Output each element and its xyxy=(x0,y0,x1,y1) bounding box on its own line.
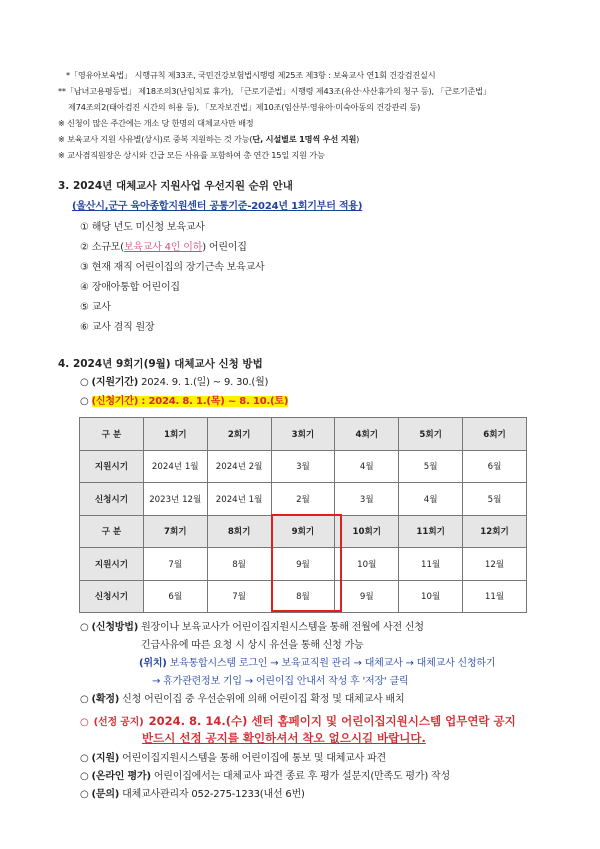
table-cell: 4월 xyxy=(399,483,463,516)
current-round-highlight-box xyxy=(271,514,342,612)
table-cell: 7회기 xyxy=(143,515,207,548)
table-cell: 10회기 xyxy=(335,515,399,548)
table-cell: 6회기 xyxy=(463,418,527,451)
table-cell: 10월 xyxy=(399,580,463,613)
table-cell: 8월 xyxy=(207,548,271,581)
table-cell: 4회기 xyxy=(335,418,399,451)
system-location-cont: → 휴가관련정보 기입 → 어린이집 안내서 작성 후 '저장' 클릭 xyxy=(152,676,409,687)
footnote-leave-cont: 제74조의2(태아검진 시간의 허용 등), 「모자보건법」제10조(임산부·영유아·미숙아동의 건강관리 등) xyxy=(68,102,421,112)
table-cell: 4월 xyxy=(335,450,399,483)
priority-item-1: ① 해당 년도 미신청 보육교사 xyxy=(80,222,205,233)
section3-subtitle: (울산시,군구 육아종합지원센터 공통기준-2024년 1회기부터 적용) xyxy=(72,201,363,212)
table-cell: 9회기 xyxy=(271,515,335,548)
table-cell: 12회기 xyxy=(463,515,527,548)
support-period: ○ (지원기간) 2024. 9. 1.(일) ~ 9. 30.(월) xyxy=(80,377,269,388)
table-row xyxy=(80,418,527,451)
table-cell: 2024년 1월 xyxy=(143,450,207,483)
table-cell: 2024년 1월 xyxy=(207,483,271,516)
apply-method: ○ (신청방법) 원장이나 보육교사가 어린이집지원시스템을 통해 전월에 사전 신청 xyxy=(80,622,424,633)
table-cell: 2회기 xyxy=(207,418,271,451)
table-cell: 6월 xyxy=(143,580,207,613)
priority-item-3: ③ 현재 재직 어린이집의 장기근속 보육교사 xyxy=(80,262,265,273)
note-weekly-limit: ※ 신청이 많은 주간에는 개소 당 한명의 대체교사만 배정 xyxy=(58,118,254,128)
table-cell: 10월 xyxy=(335,548,399,581)
online-evaluation: ○ (온라인 평가) 어린이집에서는 대체교사 파견 종료 후 평가 설문지(만족도 평가) 작성 xyxy=(80,771,450,782)
table-cell: 8회기 xyxy=(207,515,271,548)
table-cell: 5월 xyxy=(463,483,527,516)
table-cell: 3월 xyxy=(271,450,335,483)
apply-method-urgent: 긴급사유에 따른 요청 시 상시 유선을 통해 신청 가능 xyxy=(141,640,364,651)
table-cell: 12월 xyxy=(463,548,527,581)
confirmation: ○ (확정) 신청 어린이집 중 우선순위에 의해 어린이집 확정 및 대체교사 배치 xyxy=(80,694,405,705)
section3-title: 3. 2024년 대체교사 지원사업 우선지원 순위 안내 xyxy=(58,180,293,192)
table-cell: 5회기 xyxy=(399,418,463,451)
priority-item-6: ⑥ 교사 겸직 원장 xyxy=(80,322,155,333)
table-row xyxy=(80,450,527,483)
table-cell: 7월 xyxy=(143,548,207,581)
table-cell: 지원시기 xyxy=(80,450,144,483)
table-cell: 9월 xyxy=(335,580,399,613)
table-cell: 6월 xyxy=(463,450,527,483)
table-cell: 11회기 xyxy=(399,515,463,548)
table-row xyxy=(80,483,527,516)
table-cell: 신청시기 xyxy=(80,483,144,516)
table-cell: 11월 xyxy=(399,548,463,581)
table-cell: 구 분 xyxy=(80,515,144,548)
table-cell: 3월 xyxy=(335,483,399,516)
table-cell: 5월 xyxy=(399,450,463,483)
table-cell: 지원시기 xyxy=(80,548,144,581)
priority-item-4: ④ 장애아통합 어린이집 xyxy=(80,282,180,293)
contact-info: ○ (문의) 대체교사관리자 052-275-1233(내선 6번) xyxy=(80,789,305,800)
section4-title: 4. 2024년 9회기(9월) 대체교사 신청 방법 xyxy=(58,358,263,370)
table-cell: 신청시기 xyxy=(80,580,144,613)
table-cell: 3회기 xyxy=(271,418,335,451)
note-duplicate: ※ 보육교사 지원 사유별(상시)로 중복 지원하는 것 가능(단, 시설별로 1명씩 우선 지원) xyxy=(58,134,360,144)
table-cell: 2024년 2월 xyxy=(207,450,271,483)
support-dispatch: ○ (지원) 어린이집지원시스템을 통해 어린이집에 통보 및 대체교사 파견 xyxy=(80,753,387,764)
table-cell: 9월 xyxy=(271,548,335,581)
footnote-checkup: *「영유아보육법」 시행규칙 제33조, 국민건강보험법시행령 제25조 제3항 : 보육교사 연1회 건강검진실시 xyxy=(66,70,436,80)
table-cell: 11월 xyxy=(463,580,527,613)
footnote-leave: **「남녀고용평등법」 제18조의3(난임치료 휴가), 「근로기준법」시행령 제43조(유산·사산휴가의 청구 등), 「근로기준법」 xyxy=(58,86,491,96)
apply-period: ○ (신청기간) : 2024. 8. 1.(목) ~ 8. 10.(토) xyxy=(80,396,289,407)
table-cell: 2023년 12월 xyxy=(143,483,207,516)
table-cell: 구 분 xyxy=(80,418,144,451)
system-location: (위치) 보육통합시스템 로그인 → 보육교직원 관리 → 대체교사 → 대체교사 신청하기 xyxy=(139,658,496,669)
table-cell: 2월 xyxy=(271,483,335,516)
selection-notice: ○ (선정 공지) 2024. 8. 14.(수) 센터 홈페이지 및 어린이집지원시스템 업무연락 공지 xyxy=(80,714,516,728)
priority-item-5: ⑤ 교사 xyxy=(80,302,111,313)
note-director-limit: ※ 교사겸직원장은 상시와 긴급 모든 사유를 포함하여 총 연간 15일 지원 가능 xyxy=(58,150,325,160)
table-cell: 8월 xyxy=(271,580,335,613)
table-cell: 1회기 xyxy=(143,418,207,451)
table-cell: 7월 xyxy=(207,580,271,613)
selection-notice-warning: 반드시 선정 공지를 확인하셔서 착오 없으시길 바랍니다. xyxy=(142,731,426,745)
priority-item-2: ② 소규모(보육교사 4인 이하) 어린이집 xyxy=(80,242,247,253)
